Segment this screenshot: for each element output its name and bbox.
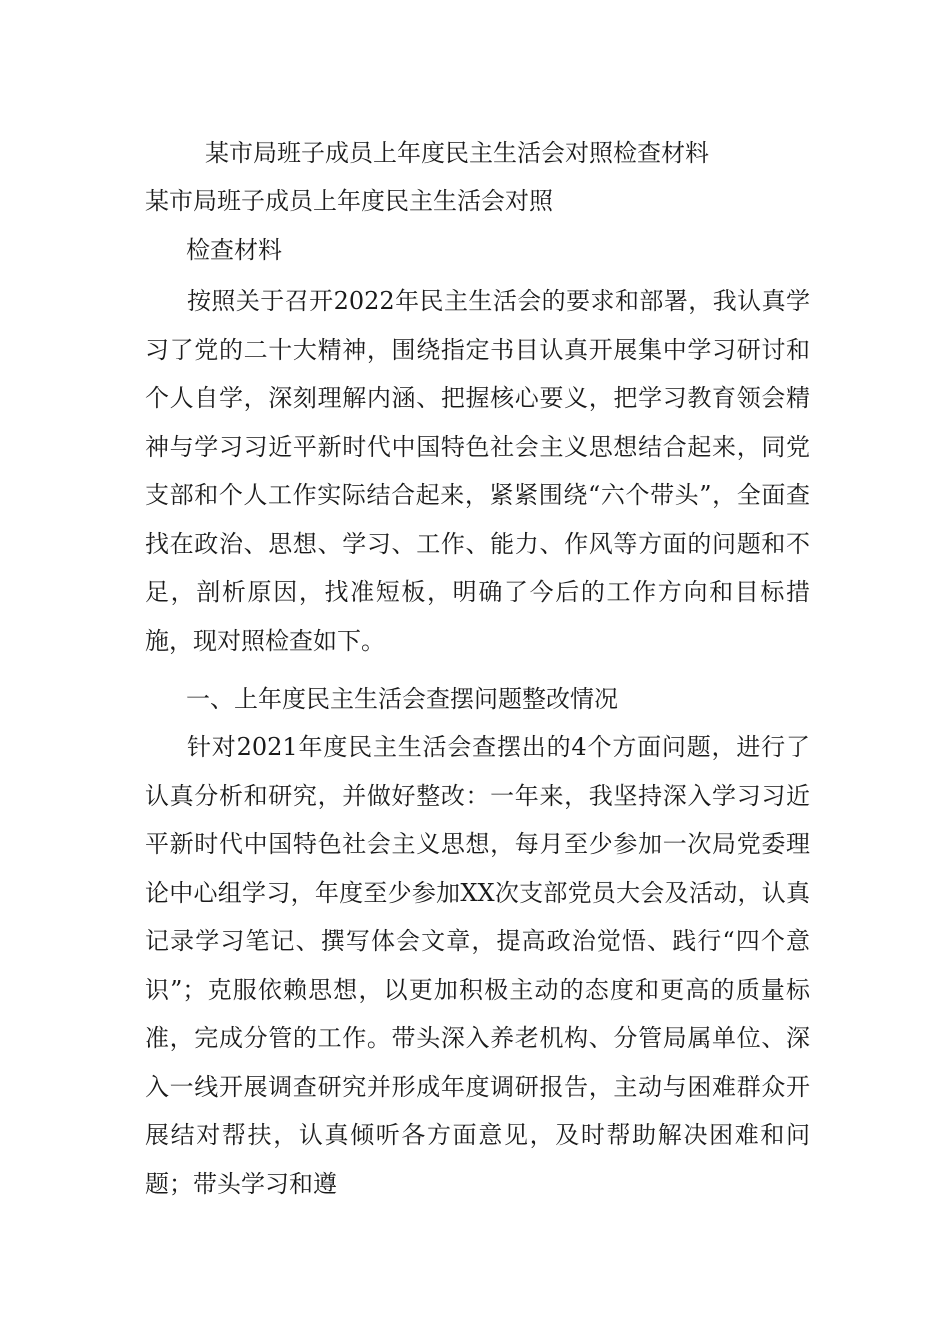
body-paragraph-rectification: 针对2021年度民主生活会查摆出的4个方面问题，进行了认真分析和研究，并做好整改：一年来，我坚持深入学习习近平新时代中国特色社会主义思想，每月至少参加一次局党委理论中心组学习，年度至少参加XX次支部党员大会及活动，认真记录学习笔记、撰写体会文章，提高政治觉悟、践行“四个意识”；克服依赖思想，以更加积极主动的态度和更高的质量标准，完成分管的工作。带头深入养老机构、分管局属单位、深入一线开展调查研究并形成年度调研报告，主动与困难群众开展结对帮扶，认真倾听各方面意见，及时帮助解决困难和问题；带头学习和遵	[145, 733, 810, 1198]
section-heading-1: 一、上年度民主生活会查摆问题整改情况	[186, 685, 618, 713]
document-subtitle-line2: 检查材料	[186, 236, 282, 264]
body-paragraph-intro: 按照关于召开2022年民主生活会的要求和部署，我认真学习了党的二十大精神，围绕指定书目认真开展集中学习研讨和个人自学，深刻理解内涵、把握核心要义，把学习教育领会精神与学习习近平新时代中国特色社会主义思想结合起来，同党支部和个人工作实际结合起来，紧紧围绕“六个带头”，全面查找在政治、思想、学习、工作、能力、作风等方面的问题和不足，剖析原因，找准短板，明确了今后的工作方向和目标措施，现对照检查如下。	[145, 287, 810, 655]
document-title: 某市局班子成员上年度民主生活会对照检查材料	[205, 139, 709, 167]
document-subtitle-line1: 某市局班子成员上年度民主生活会对照	[145, 187, 553, 215]
